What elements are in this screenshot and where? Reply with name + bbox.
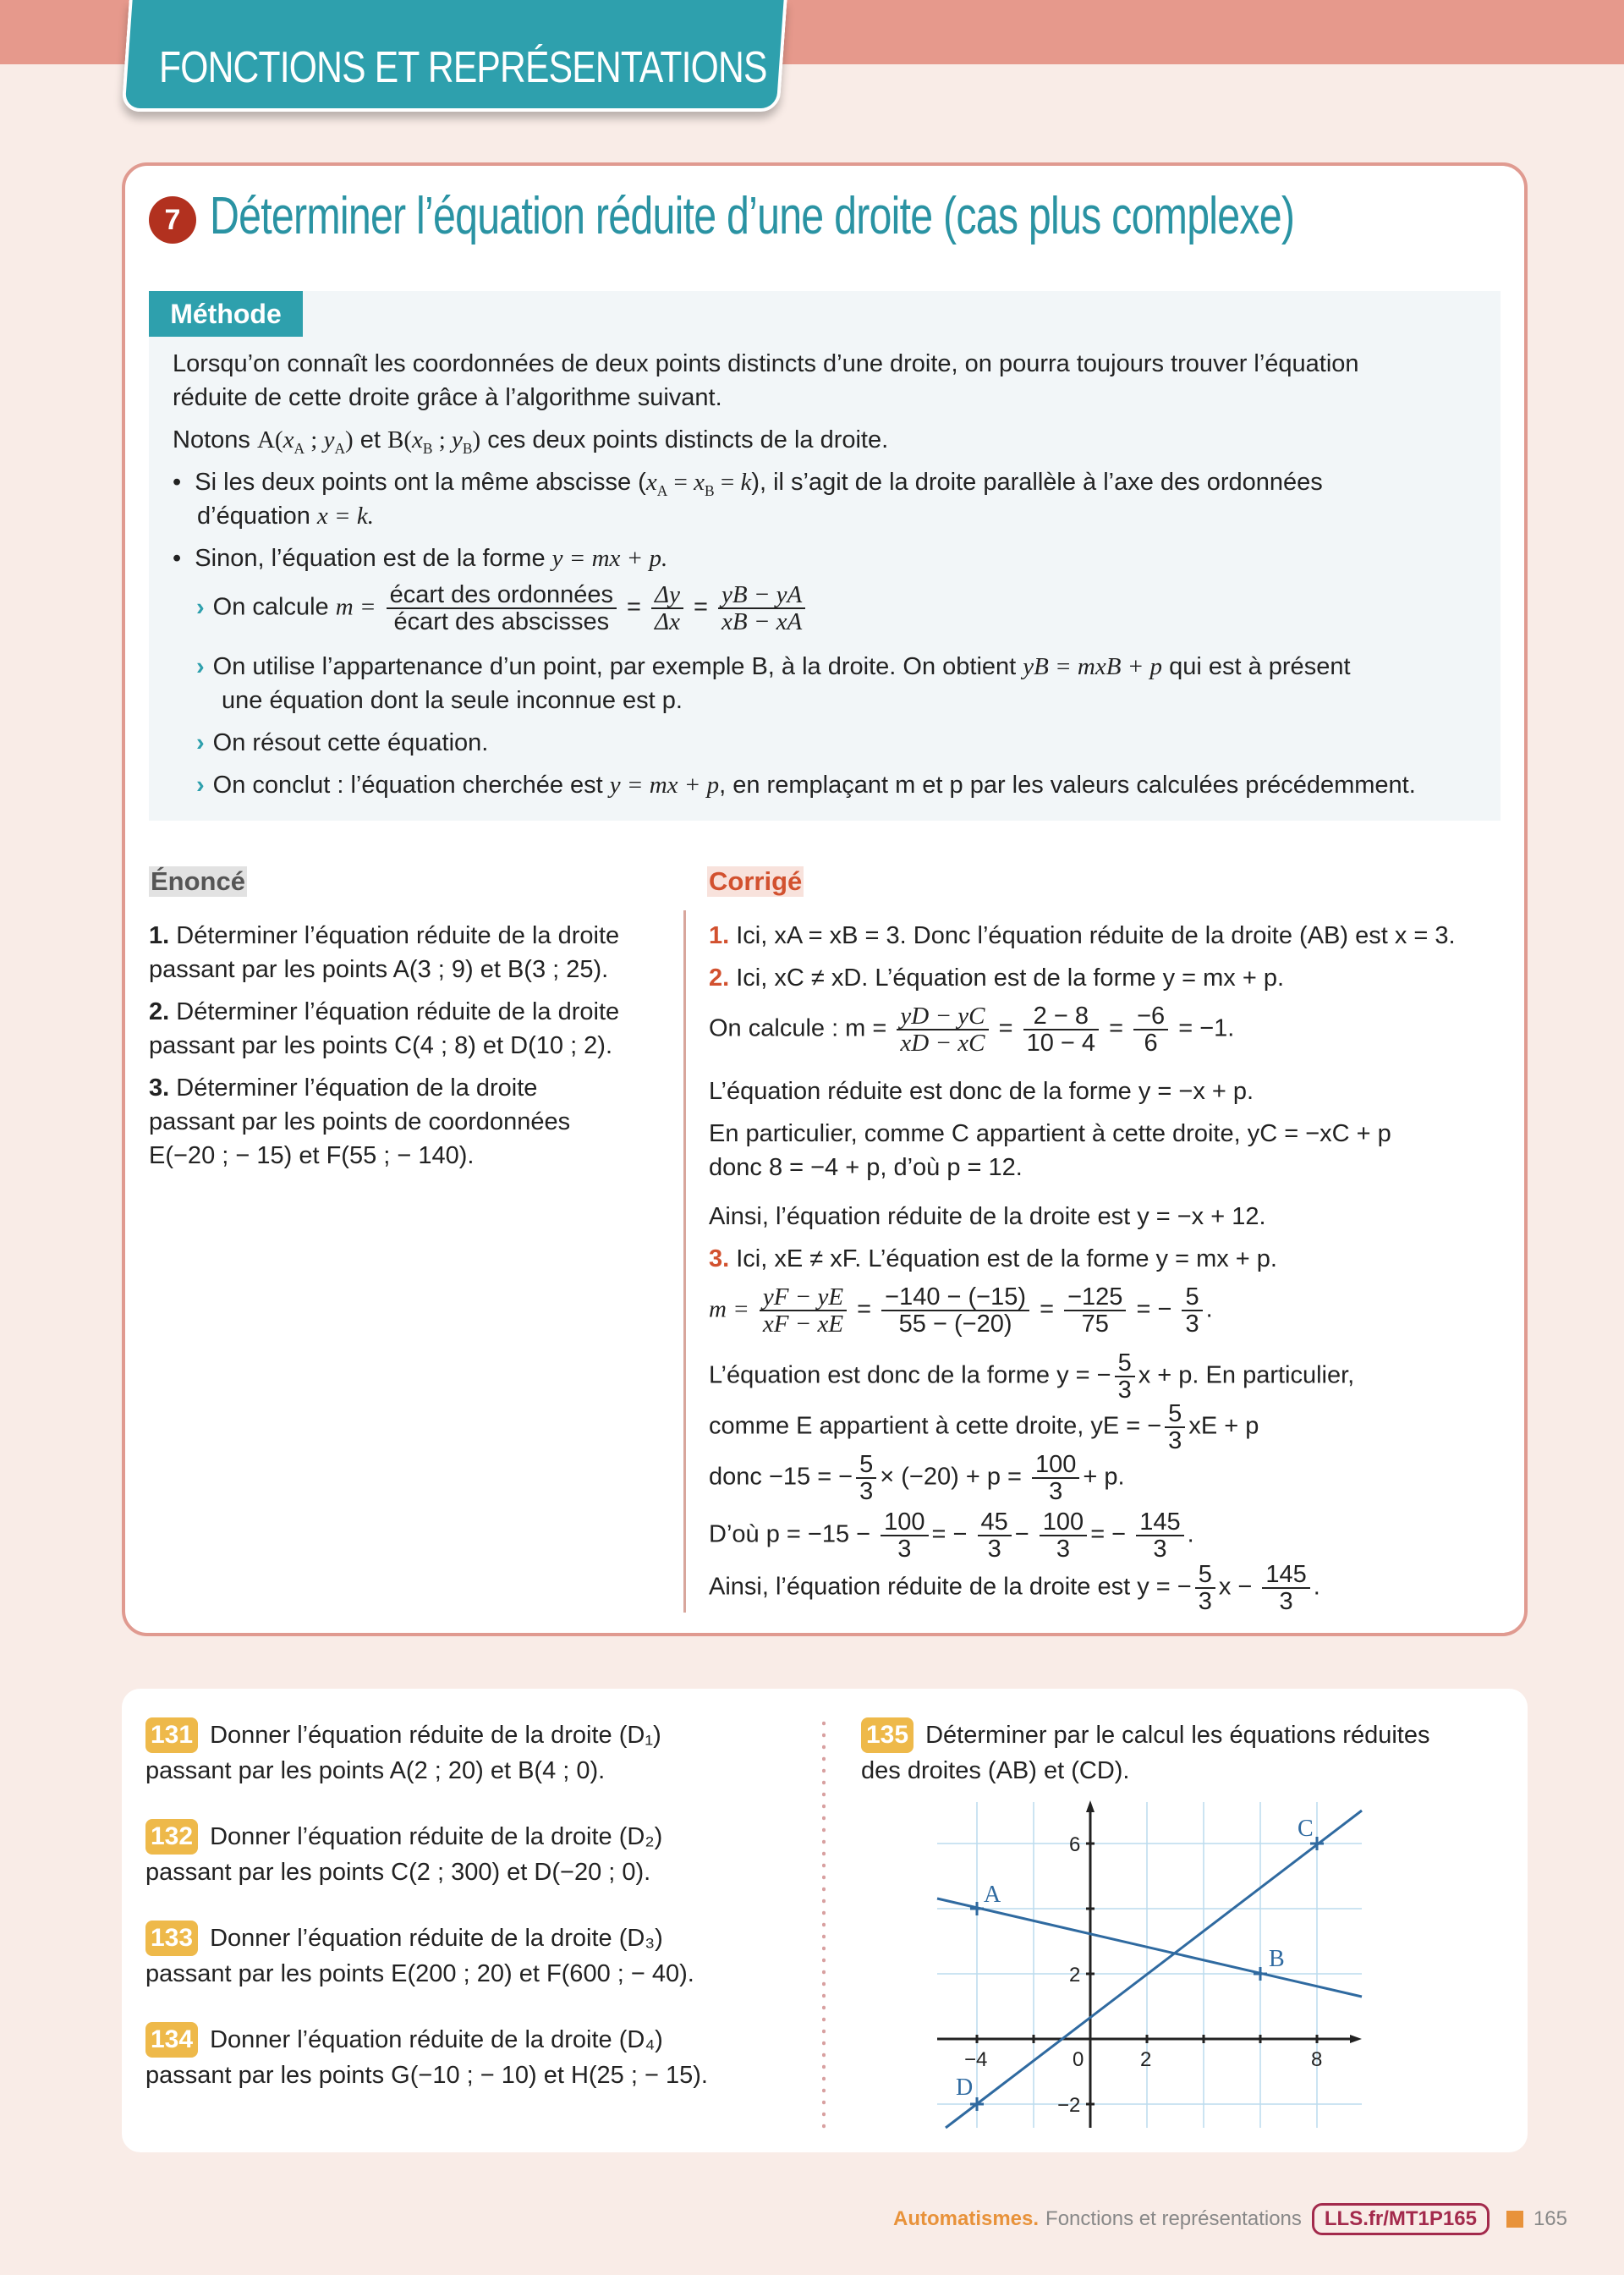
method-step-2: › On utilise l’appartenance d’un point, par exemple B, à la droite. On obtient yB = mxB + p qui est à présent	[196, 653, 1351, 680]
svg-text:−2: −2	[1057, 2094, 1081, 2117]
chapter-title: FONCTIONS ET REPRÉSENTATIONS	[159, 43, 767, 92]
svg-text:A: A	[984, 1882, 1001, 1908]
exercise-134-cont: passant par les points G(−10 ; − 10) et H(25 ; − 15).	[145, 2062, 708, 2089]
exercise-badge: 131	[145, 1717, 198, 1753]
method-notons: Notons $A(x_A$ ; $y_A$) et $B(x_B$ ; $y_B$) ces deux points distincts de la droite.	[173, 426, 889, 457]
enonce-item-3: 3. Déterminer l’équation de la droite	[149, 1074, 538, 1102]
svg-text:2: 2	[1069, 1964, 1081, 1987]
svg-text:6: 6	[1069, 1833, 1081, 1856]
chevron-icon: ›	[196, 593, 205, 621]
method-intro-1: Lorsqu’on connaît les coordonnées de deux points distincts d’une droite, on pourra toujours trouver l’équation	[173, 350, 1359, 377]
exercise-132: 132 Donner l’équation réduite de la droite (D₂)	[145, 1819, 662, 1855]
exercise-badge: 132	[145, 1819, 198, 1855]
enonce-item-2-cont: passant par les points C(4 ; 8) et D(10 ; 2).	[149, 1032, 613, 1059]
exercise-badge: 134	[145, 2022, 198, 2058]
corrige-line-6: donc 8 = −4 + p, d’où p = 12.	[709, 1154, 1023, 1181]
line-ab	[937, 1899, 1362, 1997]
svg-text:0: 0	[1073, 2048, 1084, 2071]
footer	[893, 2203, 1567, 2235]
exercise-134: 134 Donner l’équation réduite de la droite (D₄)	[145, 2022, 663, 2058]
coordinate-graph	[930, 1794, 1370, 2149]
enonce-item-1: 1. Déterminer l’équation réduite de la droite	[149, 922, 620, 949]
exercise-badge: 133	[145, 1921, 198, 1956]
exercise-132-cont: passant par les points C(2 ; 300) et D(−20 ; 0).	[145, 1859, 651, 1886]
corrige-line-12: donc −15 = − $\frac{5}{3}$ × (−20) + p = $\frac{100}{3}$ + p.	[709, 1451, 1125, 1505]
corrige-line-10: L’équation est donc de la forme y = − $\frac{5}{3}$ x + p. En particulier,	[709, 1349, 1355, 1404]
exercise-135: 135 Déterminer par le calcul les équations réduites	[861, 1717, 1429, 1753]
method-step-4: › On conclut : l’équation cherchée est y = mx + p, en remplaçant m et p par les valeurs calculées précédemment.	[196, 772, 1416, 799]
y-axis-arrow-icon	[1086, 1800, 1095, 1812]
svg-text:2: 2	[1140, 2048, 1152, 2071]
svg-text:D: D	[956, 2074, 974, 2101]
corrige-line-13: D’où p = −15 − $\frac{100}{3}$ = − $\frac{45}{3}$ − $\frac{100}{3}$ = − $\frac{145}{3}$ .	[709, 1508, 1194, 1563]
column-divider	[683, 910, 686, 1613]
svg-text:B: B	[1269, 1946, 1285, 1972]
section-number: 7	[149, 196, 196, 244]
method-step-3: › On résout cette équation.	[196, 729, 489, 756]
x-axis-arrow-icon	[1350, 2035, 1362, 2043]
exercise-133-cont: passant par les points E(200 ; 20) et F(600 ; − 40).	[145, 1960, 694, 1987]
grid	[937, 1802, 1362, 2128]
method-label: Méthode	[149, 291, 303, 337]
enonce-label: Énoncé	[151, 866, 245, 896]
corrige-line-2: 2. Ici, xC ≠ xD. L’équation est de la forme y = mx + p.	[709, 964, 1285, 992]
section-title: Déterminer l’équation réduite d’une droite (cas plus complexe)	[210, 187, 1295, 245]
svg-text:8: 8	[1311, 2048, 1323, 2071]
corrige-line-1: 1. Ici, xA = xB = 3. Donc l’équation réduite de la droite (AB) est x = 3.	[709, 922, 1456, 949]
chevron-icon: ›	[196, 653, 205, 680]
enonce-item-2: 2. Déterminer l’équation réduite de la droite	[149, 998, 620, 1025]
corrige-line-5: En particulier, comme C appartient à cette droite, yC = −xC + p	[709, 1120, 1391, 1147]
corrige-line-11: comme E appartient à cette droite, yE = − $\frac{5}{3}$ xE + p	[709, 1400, 1259, 1454]
exercise-131-cont: passant par les points A(2 ; 20) et B(4 ; 0).	[145, 1757, 606, 1784]
enonce-item-3-cont: passant par les points de coordonnées	[149, 1108, 571, 1135]
dotted-separator	[822, 1717, 826, 2132]
corrige-line-4: L’équation réduite est donc de la forme y = −x + p.	[709, 1078, 1254, 1105]
footer-link[interactable]: LLS.fr/MT1P165	[1312, 2203, 1490, 2235]
exercise-135-cont: des droites (AB) et (CD).	[861, 1757, 1130, 1784]
lines	[937, 1811, 1362, 2128]
corrige-label: Corrigé	[709, 866, 803, 896]
corrige-line-7: Ainsi, l’équation réduite de la droite est y = −x + 12.	[709, 1203, 1266, 1230]
chevron-icon: ›	[196, 772, 205, 799]
exercise-131: 131 Donner l’équation réduite de la droite (D₁)	[145, 1717, 661, 1753]
method-bullet-2: • Sinon, l’équation est de la forme y = mx + p.	[173, 545, 668, 572]
line-cd	[946, 1811, 1362, 2128]
svg-text:C: C	[1298, 1816, 1314, 1842]
method-intro-2: réduite de cette droite grâce à l’algorithme suivant.	[173, 384, 722, 411]
page-number: 165	[1533, 2207, 1567, 2230]
corrige-line-3: On calcule : m = $\frac{yD - yC}{xD - xC}$ = $\frac{2 - 8}{10 - 4}$ = $\frac{-6}{6}$ = −1.	[709, 1003, 1235, 1057]
method-step-1: › On calcule m = $\frac{\text{écart des ordonnées}}{\text{écart des abscisses}}$ = $\frac{\Delta y}{\Delta x}$ = $\frac{yB - yA}{xB - xA}$	[196, 582, 809, 635]
exercise-133: 133 Donner l’équation réduite de la droite (D₃)	[145, 1921, 663, 1956]
chevron-icon: ›	[196, 729, 205, 756]
corrige-line-9: m = $\frac{yF - yE}{xF - xE}$ = $\frac{-140 - (-15)}{55 - (-20)}$ = $\frac{-125}{75}$ = − $\frac{5}{3}$ .	[709, 1283, 1213, 1338]
enonce-item-3-cont2: E(−20 ; − 15) et F(55 ; − 140).	[149, 1142, 475, 1169]
method-bullet-1-cont: d’équation x = k.	[197, 503, 374, 530]
method-bullet-1: • Si les deux points ont la même abscisse $(x_A = x_B = k)$, il s’agit de la droite parallèle à l’axe des ordonnées	[173, 469, 1323, 499]
enonce-item-1-cont: passant par les points A(3 ; 9) et B(3 ; 25).	[149, 956, 609, 983]
corrige-line-14: Ainsi, l’équation réduite de la droite est y = − $\frac{5}{3}$ x − $\frac{145}{3}$ .	[709, 1561, 1320, 1615]
method-step-2-cont: une équation dont la seule inconnue est p.	[222, 687, 683, 714]
corrige-line-8: 3. Ici, xE ≠ xF. L’équation est de la forme y = mx + p.	[709, 1245, 1277, 1272]
footer-category: Automatismes.	[893, 2207, 1040, 2230]
exercise-badge: 135	[861, 1717, 914, 1753]
footer-subtitle: Fonctions et représentations	[1045, 2207, 1302, 2230]
page-square-icon	[1506, 2211, 1523, 2228]
svg-text:−4: −4	[964, 2048, 988, 2071]
